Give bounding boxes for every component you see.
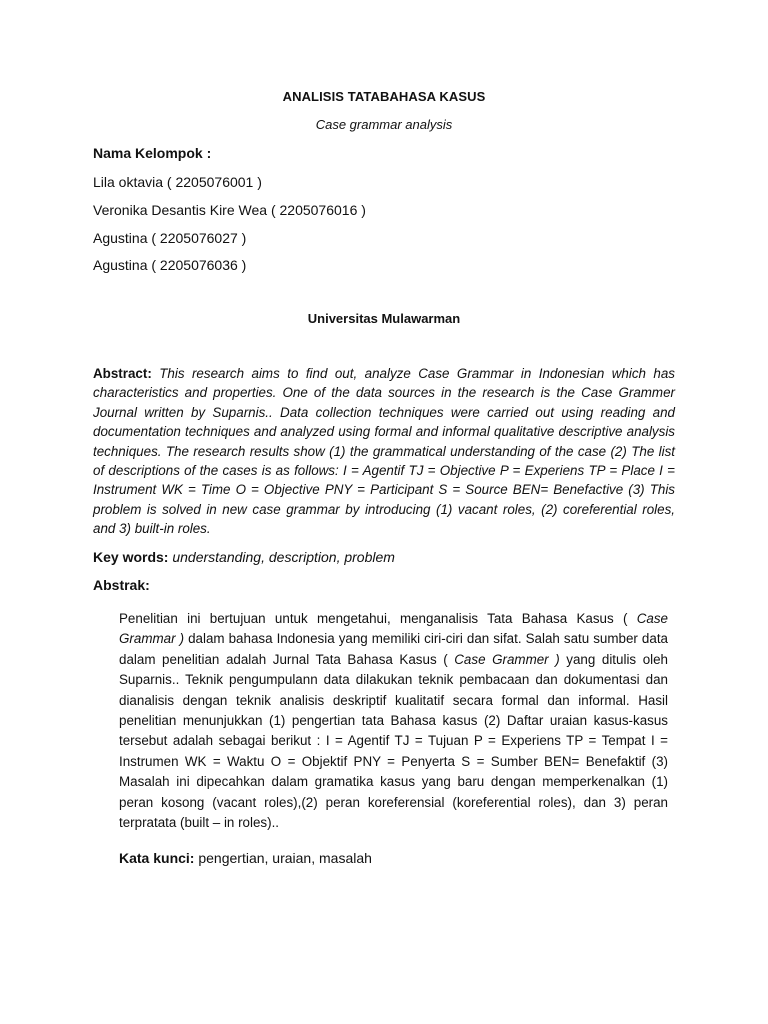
group-member: Lila oktavia ( 2205076001 ) xyxy=(93,174,262,190)
university-name: Universitas Mulawarman xyxy=(307,311,461,326)
document-title: ANALISIS TATABAHASA KASUS xyxy=(282,89,486,104)
group-label: Nama Kelompok : xyxy=(93,145,212,161)
abstrak-indonesian xyxy=(119,609,668,833)
kata-kunci-value: pengertian, uraian, masalah xyxy=(198,850,372,866)
abstrak-text-part2: dalam bahasa Indonesia yang memiliki ciri-ciri dan sifat. Salah satu sumber data dalam penelitian adalah Jurnal Tata Bahasa Kasus ( xyxy=(119,631,668,667)
abstract-english xyxy=(93,364,675,539)
keywords-value: understanding, description, problem xyxy=(172,549,395,565)
abstract-label: Abstract: xyxy=(93,366,160,381)
abstrak-term-case-grammar: Case Grammar ) xyxy=(119,611,668,647)
keywords-line xyxy=(93,549,395,565)
abstrak-text-part1: Penelitian ini bertujuan untuk mengetahui, menganalisis Tata Bahasa Kasus ( xyxy=(119,611,637,626)
kata-kunci-line xyxy=(119,850,372,866)
abstrak-term-case-grammer: Case Grammer ) xyxy=(454,651,560,667)
abstrak-text-part3: yang ditulis oleh Suparnis.. Teknik pengumpulann data dilakukan teknik pembacaan dan dokumentasi dan dianalisis dengan teknik analisis deskriptif kualitatif secara formal dan informal. Hasil penelitian menunjukkan (1) pengertian tata Bahasa kasus (2) Daftar uraian kasus-kasus tersebut adalah sebagai berikut : I = Agentif TJ = Tujuan P = Experiens TP = Tempat I = Instrumen WK = Waktu O = Objektif PNY = Penyerta S = Sumber BEN= Benefaktif (3) Masalah ini dipecahkan dalam gramatika kasus yang baru dengan memperkenalkan (1) peran kosong (vacant roles),(2) peran koreferensial (koreferential roles), dan 3) peran terpratata (built – in roles).. xyxy=(119,651,669,831)
group-member: Agustina ( 2205076027 ) xyxy=(93,230,247,246)
abstrak-label: Abstrak: xyxy=(93,577,150,593)
keywords-label: Key words: xyxy=(93,549,173,565)
group-member: Veronika Desantis Kire Wea ( 2205076016 ) xyxy=(93,202,366,218)
abstract-text: This research aims to find out, analyze Case Grammar in Indonesian which has characteristics and properties. One of the data sources in the research is the Case Grammer Journal written by Suparnis.. Data collection techniques were carried out using reading and documentation techniques and analyzed using formal and informal qualitative descriptive analysis techniques. The research results show (1) the grammatical understanding of the case (2) The list of descriptions of the cases is as follows: I = Agentif TJ = Objective P = Experiens TP = Place I = Instrument WK = Time O = Objective PNY = Participant S = Source BEN= Benefactive (3) This problem is solved in new case grammar by introducing (1) vacant roles, (2) coreferential roles, and 3) built-in roles. xyxy=(93,366,675,537)
group-member: Agustina ( 2205076036 ) xyxy=(93,257,247,273)
document-subtitle: Case grammar analysis xyxy=(315,117,453,132)
kata-kunci-label: Kata kunci: xyxy=(119,850,199,866)
